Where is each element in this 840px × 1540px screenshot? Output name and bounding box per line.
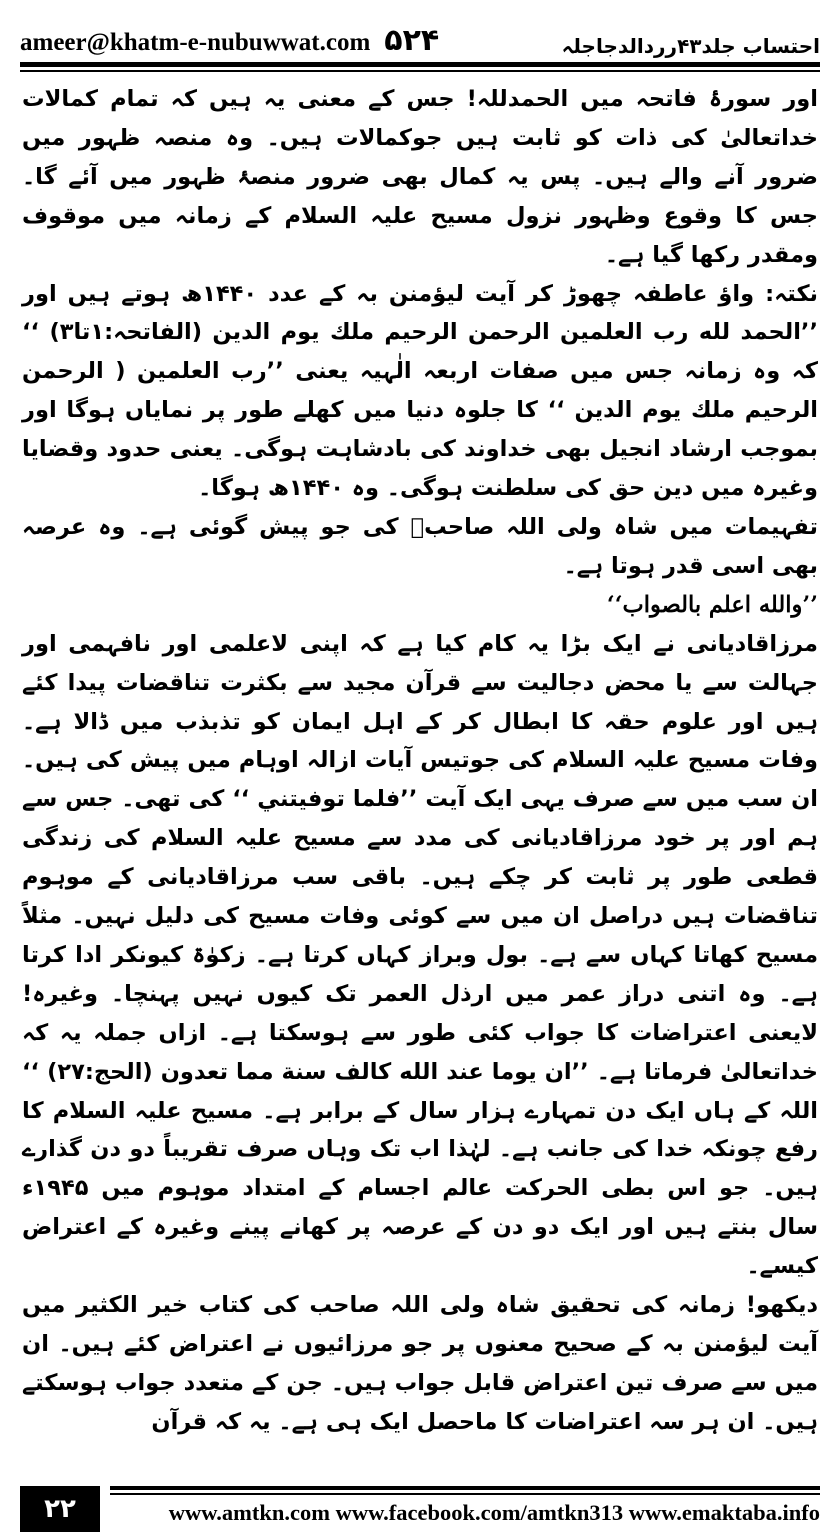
header-email[interactable]: ameer@khatm-e-nubuwwat.com xyxy=(20,29,371,56)
body-text xyxy=(22,80,818,1442)
page-footer xyxy=(20,1486,820,1532)
paragraph: مرزاقادیانی نے ایک بڑا یہ کام کیا ہے کہ اپنی لاعلمی اور نافہمی اور جہالت سے یا محض دجالیت سے قرآن مجید سے بکثرت تناقضات پیدا کئے ہیں اور علوم حقہ کا ابطال کر کے اہل ایمان کو تذبذب میں ڈالا ہے۔ وفات مسیح علیہ السلام کی جوتیس آیات ازالہ اوہام میں پیش کی ہیں۔ ان سب میں سے صرف یہی ایک آیت ’’فلما توفيتني ‘‘ کی تھی۔ جس سے ہم اور پر خود مرزاقادیانی کی مدد سے مسیح علیہ السلام کی زندگی قطعی طور پر ثابت کر چکے ہیں۔ باقی سب مرزاقادیانی کے موہوم تناقضات ہیں دراصل ان میں سے کوئی وفات مسیح کی دلیل نہیں۔ مثلاً مسیح کھاتا کہاں سے ہے۔ بول وبراز کہاں کرتا ہے۔ زکوٰۃ کیونکر ادا کرتا ہے۔ وہ اتنی دراز عمر میں ارذل العمر تک کیوں نہیں پہنچا۔ وغیرہ! لایعنی اعتراضات کا جواب کئی طور سے ہوسکتا ہے۔ ازاں جملہ یہ کہ خداتعالیٰ فرماتا ہے۔ ’’ان يوما عند الله كالف سنة مما تعدون (الحج:۲۷) ‘‘ اللہ کے ہاں ایک دن تمہارے ہزار سال کے برابر ہے۔ مسیح علیہ السلام کا رفع چونکہ خدا کی جانب ہے۔ لہٰذا اب تک وہاں صرف تقریباً دو دن گذارے ہیں۔ جو اس بطی الحرکت عالم اجسام کے امتداد موہوم میں ۱۹۴۵ء سال بنتے ہیں اور ایک دو دن کے عرصہ پر کھانے پینے وغیرہ کے اعتراض کیسے۔ xyxy=(22,630,818,1280)
footer-rule-thin xyxy=(110,1493,820,1495)
paragraph: تفہیمات میں شاہ ولی اللہ صاحبؒ کی جو پیش گوئی ہے۔ وہ عرصہ بھی اسی قدر ہوتا ہے۔ xyxy=(22,513,818,579)
paragraph: اور سورۂ فاتحہ میں الحمدللہ! جس کے معنی یہ ہیں کہ تمام کمالات خداتعالیٰ کی ذات کو ثابت ہیں جوکمالات ہیں۔ وہ منصہ ظہور میں ضرور آنے والے ہیں۔ پس یہ کمال بھی ضرور منصۂ ظہور میں آئے گا۔ جس کا وقوع وظہور نزول مسیح علیہ السلام کے زمانہ میں موقوف ومقدر رکھا گیا ہے۔ xyxy=(22,86,818,268)
footer-rule-thick xyxy=(110,1486,820,1490)
header-rule-thin xyxy=(20,70,820,72)
footer-page-number: ۲۲ xyxy=(20,1486,100,1532)
paragraph: دیکھو! زمانہ کی تحقیق شاہ ولی اللہ صاحب کی کتاب خیر الکثیر میں آیت لیؤمنن بہ کے صحیح معنوں پر جو مرزائیوں نے اعتراض کئے ہیں۔ ان میں سے صرف تین اعتراض قابل جواب ہیں۔ جن کے متعدد جواب ہوسکتے ہیں۔ ان ہر سہ اعتراضات کا ماحصل ایک ہی ہے۔ یہ کہ قرآن xyxy=(22,1292,818,1435)
paragraph: نکتہ: واؤ عاطفہ چھوڑ کر آیت لیؤمنن بہ کے عدد ۱۴۴۰ھ ہوتے ہیں اور ’’الحمد لله رب العلمين الرحمن الرحيم ملك يوم الدين (الفاتحہ:۱تا۳) ‘‘ کہ وہ زمانہ جس میں صفات اربعہ الٰہیہ یعنی ’’رب العلمين ( الرحمن الرحيم ملك يوم الدين ‘‘ کا جلوہ دنیا میں کھلے طور پر نمایاں ہوگا اور بموجب ارشاد انجیل بھی خداوند کی بادشاہت ہوگی۔ یعنی حدود وقضایا وغیرہ میں دین حق کی سلطنت ہوگی۔ وہ ۱۴۴۰ھ ہوگا۔ xyxy=(22,280,818,502)
header-page-number: ۵۲۴ xyxy=(384,23,440,58)
paragraph: ’’والله اعلم بالصواب‘‘ xyxy=(606,591,818,618)
footer-links[interactable]: www.amtkn.com www.facebook.com/amtkn313 www.emaktaba.info xyxy=(168,1500,820,1525)
header-rule-thick xyxy=(20,62,820,67)
running-head: احتساب جلد۴۳رردالدجاجلہ xyxy=(561,34,820,58)
header-left-group xyxy=(20,23,439,58)
page-header xyxy=(20,14,820,58)
